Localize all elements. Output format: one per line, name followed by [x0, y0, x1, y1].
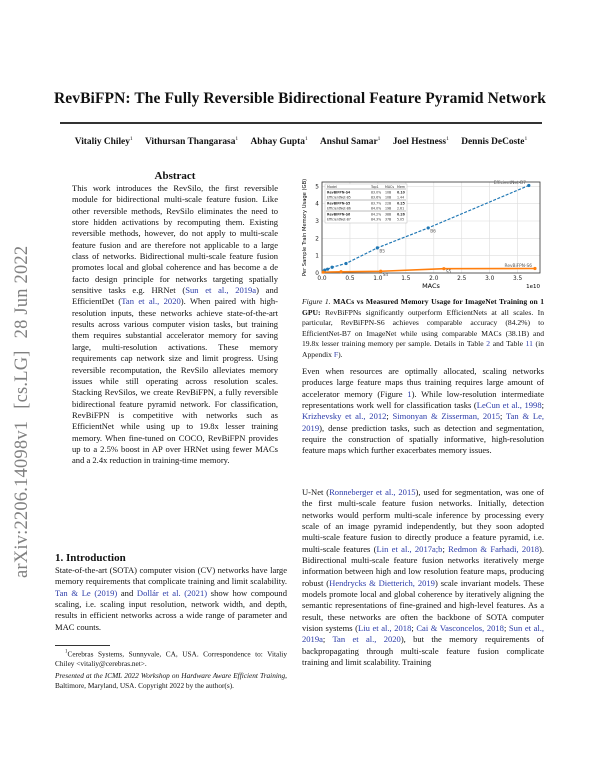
inset-cell: 2.61 — [397, 206, 405, 211]
citation-link[interactable]: Redmon & Farhadi, 2018 — [448, 543, 540, 554]
inset-cell: EfficientNet-B6 — [327, 206, 351, 211]
data-point-efficientnet — [326, 268, 329, 271]
data-point-efficientnet — [330, 266, 333, 269]
inset-header: MACs — [385, 185, 395, 189]
body-paragraph: U-Net (Ronneberger et al., 2015), used for segmentation, was one of the first multi-scale feature fusion networks. Initially, detection networks would perform multi-scale inference by processing every scale of an image pyramid independently, but they soon adopted multi-scale feature fusion to directly produce a feature pyramid, i.e. multi-scale features (Lin et al., 2017a;b; Redmon & Farhadi, 2018). Bidirectional multi-scale feature fusion networks iteratively merge information between high and low resolution feature maps, producing robust (Hendrycks & Dietterich, 2019) scale invariant models. These models promote local and global coherence by iteratively aligning the semantic representations of fine-grained and high-level features. As a result, these networks are often the backbone of SOTA computer vision systems (Liu et al., 2018; Cai & Vasconcelos, 2018; Sun et al., 2019a; Tan et al., 2020), but the memory requirements of backpropagating through multi-scale feature fusion complicate training and limit scalability. Training — [302, 487, 545, 668]
arxiv-id: arXiv:2206.14098v1 — [12, 420, 32, 578]
author-list — [60, 137, 542, 147]
inset-cell: EfficientNet-B7 — [327, 217, 351, 222]
intro-paragraph: State-of-the-art (SOTA) computer vision (CV) networks have large memory requirements that complicate training and limit scalability. Tan & Le (2019) and Dollár et al. (2021) show how compound scaling, i.e. scaling input resolution, network width, and depth, results in efficient networks across a wide range of parameter and MAC counts. — [55, 565, 287, 632]
citation-link[interactable]: Sun et al., 2019a — [185, 285, 257, 296]
abstract-body: This work introduces the RevSilo, the first reversible module for bidirectional multi-scale feature fusion. Like other reversible methods, RevSilo eliminates the need to store hidden activations by recomputing them. Existing reversible methods, however, do not apply to multi-scale feature fusion and are therefore not applicable to a large class of networks. Bidirectional multi-scale feature fusion promotes local and global coherence and has become a de facto design principle for networks targeting spatially sensitive tasks e.g. HRNet (Sun et al., 2019a) and EfficientDet (Tan et al., 2020). When paired with high-resolution inputs, these networks achieve state-of-the-art results across various computer vision tasks, but training them requires substantial accelerator memory for saving large, multi-resolution activations. These memory requirements cap network size and limit progress. Using reversible recomputation, the RevSilo alleviates memory issues while still operating across resolution scales. Stacking RevSilos, we create RevBiFPN, a fully reversible bidirectional feature pyramid network. For classification, RevBiFPN is competitive with networks such as EfficientNet while using up to 19.8x lesser training memory. When fine-tuned on COCO, RevBiFPN provides up to a 2.5% boost in AP over HRNet using fewer MACs and a 2.4x reduction in training-time memory. — [72, 183, 279, 466]
point-annotation: RevBiFPN-S6 — [504, 263, 532, 269]
x-axis-multiplier: 1e10 — [526, 284, 540, 290]
citation-link[interactable]: Sun et al., 2019a — [302, 623, 545, 645]
figure-caption: Figure 1. MACs vs Measured Memory Usage for ImageNet Training on 1 GPU: RevBiFPNs significantly outperform EfficientNets at all scales. In particular, RevBiFPN-S6 achieves comparable accuracy (84.2%) to EfficientNet-B7 on ImageNet while using comparable MACs (38.1B) and 19.8x lesser training memory per sample. Details in Table 2 and Table 11 (in Appendix F). — [302, 297, 544, 359]
affiliation-footnote: $^1$Cerebras Systems, Sunnyvale, CA, USA. Correspondence to: Vitaliy Chiley <vitaliy@cerebras.net>. — [55, 649, 287, 669]
inset-cell: 38B — [385, 212, 392, 217]
inset-header: Mem — [397, 185, 406, 189]
body-paragraph: Even when resources are optimally allocated, scaling networks produces large feature maps thus training requires large amount of accelerator memory (Figure 1). While low-resolution intermediate representations work well for classification tasks (LeCun et al., 1998; Krizhevsky et al., 2012; Simonyan & Zisserman, 2015; Tan & Le, 2019), dense prediction tasks, such as detection and segmentation, require the construction of spatially informative, high-resolution feature maps which further exacerbates memory issues. — [302, 366, 545, 456]
footnote-rule — [55, 645, 110, 646]
inset-cell: 0.10 — [397, 190, 405, 195]
section-heading-introduction: 1. Introduction — [55, 552, 126, 564]
inset-cell: 1.44 — [397, 195, 405, 200]
y-axis-ticks — [315, 184, 319, 277]
arxiv-category: [cs.LG] — [12, 350, 32, 409]
x-tick-label: 0.0 — [317, 276, 327, 282]
inset-cell: 83.7% — [371, 201, 382, 206]
citation-link[interactable]: Liu et al., 2018 — [358, 623, 412, 634]
series-line-revbifpn — [323, 268, 535, 272]
citation-link[interactable]: Hendrycks & Dietterich, 2019 — [329, 577, 435, 588]
x-axis-label: MACs — [422, 282, 440, 290]
inset-cell: 84.0% — [371, 206, 382, 211]
citation-link[interactable]: Dollár et al. (2021) — [136, 587, 208, 598]
inset-cell: RevBiFPN-S4 — [327, 190, 351, 195]
inset-cell: RevBiFPN-S5 — [327, 201, 351, 206]
author: Joel Hestness$^1$ — [392, 136, 449, 147]
inset-header: Top1 — [371, 185, 379, 189]
author: Vithursan Thangarasa$^1$ — [145, 136, 239, 147]
inset-cell: 5.05 — [397, 217, 405, 222]
appendix-ref-link[interactable]: F — [333, 349, 339, 359]
figure-ref-link[interactable]: 1 — [407, 388, 412, 399]
x-tick-label: 0.5 — [345, 276, 355, 282]
x-tick-label: 2.5 — [457, 276, 467, 282]
inset-cell: 10B — [385, 190, 392, 195]
inset-table — [325, 184, 407, 223]
citation-link[interactable]: Tan et al., 2020 — [121, 296, 181, 307]
inset-cell: 84.2% — [371, 212, 382, 217]
inset-cell: RevBiFPN-S6 — [327, 212, 351, 217]
x-tick-label: 2.0 — [429, 276, 439, 282]
x-tick-label: 3.0 — [485, 276, 495, 282]
citation-link[interactable]: Ronneberger et al., 2015 — [329, 487, 416, 497]
arxiv-date: 28 Jun 2022 — [12, 245, 32, 339]
inset-cell: 19B — [385, 206, 392, 211]
citation-link[interactable]: Tan & Le (2019) — [55, 587, 118, 598]
y-tick-label: 4 — [315, 201, 319, 208]
citation-link[interactable]: Cai & Vasconcelos, 2018 — [416, 623, 504, 634]
citation-link[interactable]: Tan & Le, 2019 — [302, 411, 545, 433]
paper-title: RevBiFPN: The Fully Reversible Bidirectional Feature Pyramid Network — [54, 90, 546, 107]
citation-link[interactable]: Lin et al., 2017a;b — [376, 543, 443, 554]
venue-note: Presented at the ICML 2022 Workshop on Hardware Aware Efficient Training, Baltimore, Maryland, USA. Copyright 2022 by the author(s). — [55, 671, 287, 690]
citation-link[interactable]: Tan et al., 2020 — [332, 634, 401, 645]
data-point-efficientnet — [527, 184, 530, 187]
author: Abhay Gupta$^1$ — [250, 136, 308, 147]
y-tick-label: 5 — [315, 184, 319, 191]
x-tick-label: 1.5 — [401, 276, 411, 282]
author: Vitaliy Chiley$^1$ — [74, 136, 133, 147]
inset-cell: 83.6% — [371, 195, 382, 200]
data-point-efficientnet — [344, 262, 347, 265]
memory-vs-macs-chart — [300, 175, 545, 300]
table-ref-link[interactable]: 2 — [486, 339, 491, 349]
y-axis-label: Per Sample Train Memory Usage (GB) — [302, 178, 308, 277]
inset-cell: 10B — [385, 195, 392, 200]
inset-cell: 0.26 — [397, 212, 405, 217]
y-tick-label: 1 — [315, 253, 319, 260]
point-annotation: S4 — [382, 272, 389, 278]
data-point-revbifpn — [322, 271, 325, 274]
x-tick-label: 1.0 — [373, 276, 383, 282]
x-tick-label: 3.5 — [513, 276, 523, 282]
point-annotation: B6 — [430, 229, 436, 235]
inset-cell: EfficientNet-B5 — [327, 195, 351, 200]
x-axis-ticks — [317, 276, 522, 282]
y-tick-label: 0 — [315, 271, 319, 277]
abstract-heading: Abstract — [154, 170, 196, 182]
y-tick-label: 2 — [315, 236, 319, 243]
data-point-revbifpn — [533, 267, 536, 270]
y-tick-label: 3 — [315, 219, 319, 225]
arxiv-stamp — [12, 234, 33, 578]
author: Dennis DeCoste$^1$ — [461, 136, 528, 147]
inset-cell: 83.0% — [371, 190, 382, 195]
data-point-revbifpn — [339, 270, 342, 273]
author: Anshul Samar$^1$ — [320, 136, 381, 147]
point-annotation: B5 — [379, 249, 386, 255]
citation-link[interactable]: Simonyan & Zisserman, 2015 — [392, 411, 500, 422]
table-ref-link[interactable]: 11 — [525, 339, 533, 349]
inset-cell: 84.3% — [371, 217, 382, 222]
inset-cell: 22B — [385, 201, 392, 206]
title-rule — [60, 122, 542, 124]
inset-header: Model — [327, 185, 337, 189]
citation-link[interactable]: LeCun et al., 1998 — [476, 400, 542, 411]
citation-link[interactable]: Krizhevsky et al., 2012 — [302, 411, 387, 422]
inset-cell: 0.25 — [397, 201, 405, 206]
inset-cell: 37B — [385, 217, 392, 222]
point-annotation: EfficientNet-B7 — [493, 180, 526, 186]
point-annotation: S5 — [445, 270, 452, 276]
